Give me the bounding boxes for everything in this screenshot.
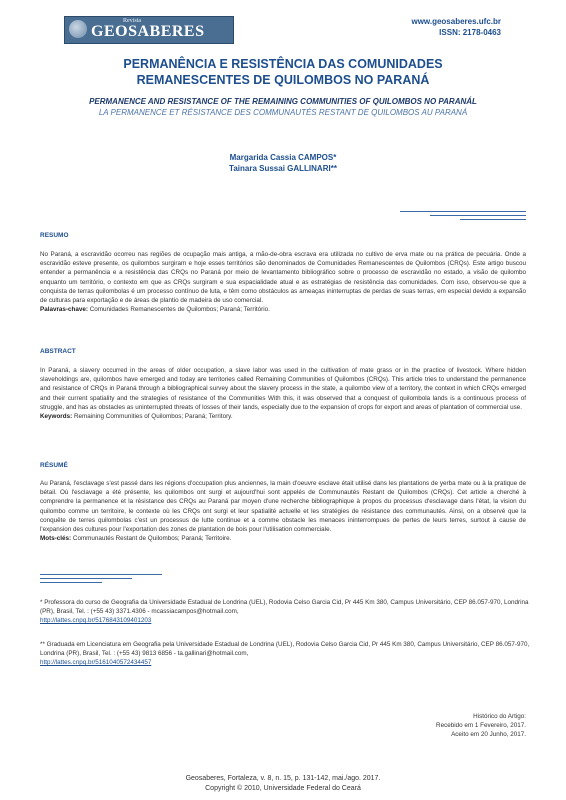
- logo-title: GEOSABERES: [91, 23, 205, 40]
- title-pt-line2: REMANESCENTES DE QUILOMBOS NO PARANÁ: [136, 73, 430, 87]
- abstract-keywords: [40, 413, 233, 420]
- logo-emblem-icon: [69, 20, 87, 38]
- journal-info: [411, 16, 501, 38]
- resume-heading: RÉSUMÉ: [40, 462, 68, 469]
- resume-keywords: [40, 535, 231, 542]
- footnote-1-link[interactable]: http://lattes.cnpq.br/5176843109401203: [40, 617, 152, 625]
- title-pt-line1: PERMANÊNCIA E RESISTÊNCIA DAS COMUNIDADES: [123, 57, 443, 71]
- resumo-keywords: [40, 306, 270, 313]
- logo-small-text: Revista: [123, 18, 141, 24]
- resume-text: Au Paraná, l'esclavage s'est passé dans les régions d'occupation plus anciennes, la main d'oeuvre esclave était utilisé dans les plantations de yerba mate ou à la pratique de bétail. Où l'esclavage a été présente, les quilombos ont surgi et aujourd'hui sont appelés de Communautés Restant de Quilombos (CRQs). Cet article a cherché à comprendre la permanence et la résistance des CRQs au Paraná par moyen d'une recherche bibliographique à propos du processus d'esclavage dans l'état, la vision du quilombo comme un territoire, le contexte où les CRQs ont surgi et leur spatialité actuelle et les stratégies de résistance des communautés. Ainsi, on a observé que la conquête de terres quilombolas c'est un processus de lutte continue et a comme obstacle les menaces ininterrompues de pertes de leurs terres, surtout à cause de l'expansion des cultures pour l'exportation des zones de plantation de bois pour l'utilisation commerciale.: [40, 480, 526, 534]
- keywords-label: Keywords:: [40, 413, 73, 421]
- keywords-text: Comunidades Remanescentes de Quilombos; Paraná; Território.: [87, 306, 270, 314]
- footnote-1: [40, 598, 530, 626]
- keywords-label: Palavras-chave:: [40, 306, 88, 314]
- authors: [0, 152, 566, 174]
- history-label: Histórico do Artigo:: [473, 713, 526, 720]
- keywords-text: Communautés Restant de Quilombos; Paraná; Territoire.: [71, 535, 232, 543]
- footnote-divider: [40, 582, 102, 583]
- footnote-divider: [40, 578, 132, 579]
- keywords-text: Remaining Communities of Quilombos; Paraná; Territory.: [72, 413, 233, 421]
- footnote-2-text: ** Graduada em Licenciatura em Geografia pela Universidade Estadual de Londrina (UEL), Rodovia Celso Garcia Cid, Pr 445 Km 380, Campus Universitário, CEP 86.057-970, Londrina (PR), Brasil, Tel. : (+55 43) 9813 6856 - ta.gallinari@hotmail.com,: [40, 641, 530, 658]
- article-history: [436, 712, 526, 740]
- keywords-label: Mots-clés:: [40, 535, 72, 543]
- footnote-divider: [40, 574, 162, 575]
- abstract-section: [40, 366, 526, 421]
- footer-copyright: Copyright © 2010, Universidade Federal do Ceará: [205, 785, 361, 792]
- history-accepted: Aceito em 20 Junho, 2017.: [451, 731, 526, 739]
- abstract-heading: ABSTRACT: [40, 348, 76, 355]
- divider-line: [430, 215, 526, 216]
- resume-section: [40, 479, 526, 543]
- page-footer: [0, 774, 566, 794]
- author-1: Margarida Cassia CAMPOS*: [229, 153, 337, 162]
- divider-line: [400, 211, 526, 212]
- footnote-2: [40, 640, 530, 668]
- title-english: PERMANENCE AND RESISTANCE OF THE REMAINING COMMUNITIES OF QUILOMBOS NO PARANÁL: [89, 97, 477, 106]
- footnote-1-text: * Professora do curso de Geografia da Universidade Estadual de Londrina (UEL), Rodovia Celso Garcia Cid, Pr 445 Km 380, Campus Universitário, CEP 86.057-970, Londrina (PR), Brasil, Tel. : (+55 43) 3371.4306 - mcassiacampos@hotmail.com,: [40, 599, 529, 616]
- footnote-2-link[interactable]: http://lattes.cnpq.br/5161040572434457: [40, 659, 152, 667]
- abstract-text: In Paraná, a slavery occurred in the areas of older occupation, a slave labor was used in the cultivation of mate grass or in the practice of livestock. Where hidden slaveholdings are, quilombos have emerged and today are territories called Remaining Communities of Quilombos (CRQs). This article tries to understand the permanence and resistance of CRQs in Paraná through a bibliographical survey about the slavery process in the state, a quilombo view of a territory, the context in which CRQs emerged and their current spatiality and the strategies of resistance of the Communities With this, it was observed that a conquest of quilombola lands is a continuous process of struggle, and has as obstacles as uninterrupted threats of losses of their lands, especially due to the expansion of crops for export and areas of plantation of commercial use.: [40, 367, 526, 411]
- journal-issn: ISSN: 2178-0463: [439, 28, 501, 37]
- footer-citation: Geosaberes, Fortaleza, v. 8, n. 15, p. 131-142, mai./ago. 2017.: [185, 775, 381, 782]
- resumo-heading: RESUMO: [40, 232, 69, 239]
- divider-line: [460, 219, 526, 220]
- history-received: Recebido em 1 Fevereiro, 2017.: [436, 722, 526, 730]
- resumo-section: [40, 250, 526, 314]
- author-2: Tainara Sussai GALLINARI**: [229, 164, 337, 173]
- journal-logo: [64, 16, 234, 44]
- journal-website[interactable]: www.geosaberes.ufc.br: [411, 17, 501, 26]
- title-french: LA PERMANENCE ET RÉSISTANCE DES COMMUNAUTÉS RESTANT DE QUILOMBOS AU PARANÁ: [98, 108, 468, 117]
- title-portuguese: [0, 56, 566, 88]
- resumo-text: No Paraná, a escravidão ocorreu nas regiões de ocupação mais antiga, a mão-de-obra escrava era utilizada no cultivo de erva mate ou na prática de pecuária. Onde a escravidão esteve presente, os quilombos surgiram e hoje esses territórios são denominados de Comunidades Remanescentes de Quilombos (CRQs). Este artigo buscou entender a permanência e a resistência das CRQs no Paraná por meio de levantamento bibliográfico sobre o processo de escravidão no estado, a visão de quilombo enquanto um território, o contexto em que as CRQs surgiram e sua espacialidade atual e as estratégias de resistência das comunidades. Com isso, observou-se que a conquista de terras quilombolas é um processo contínuo de luta, e têm como obstáculos as ameaças ininterruptas de perdas de suas terras, em especial devido a expansão de culturas para exportação e de áreas de plantio de madeira de uso comercial.: [40, 251, 526, 305]
